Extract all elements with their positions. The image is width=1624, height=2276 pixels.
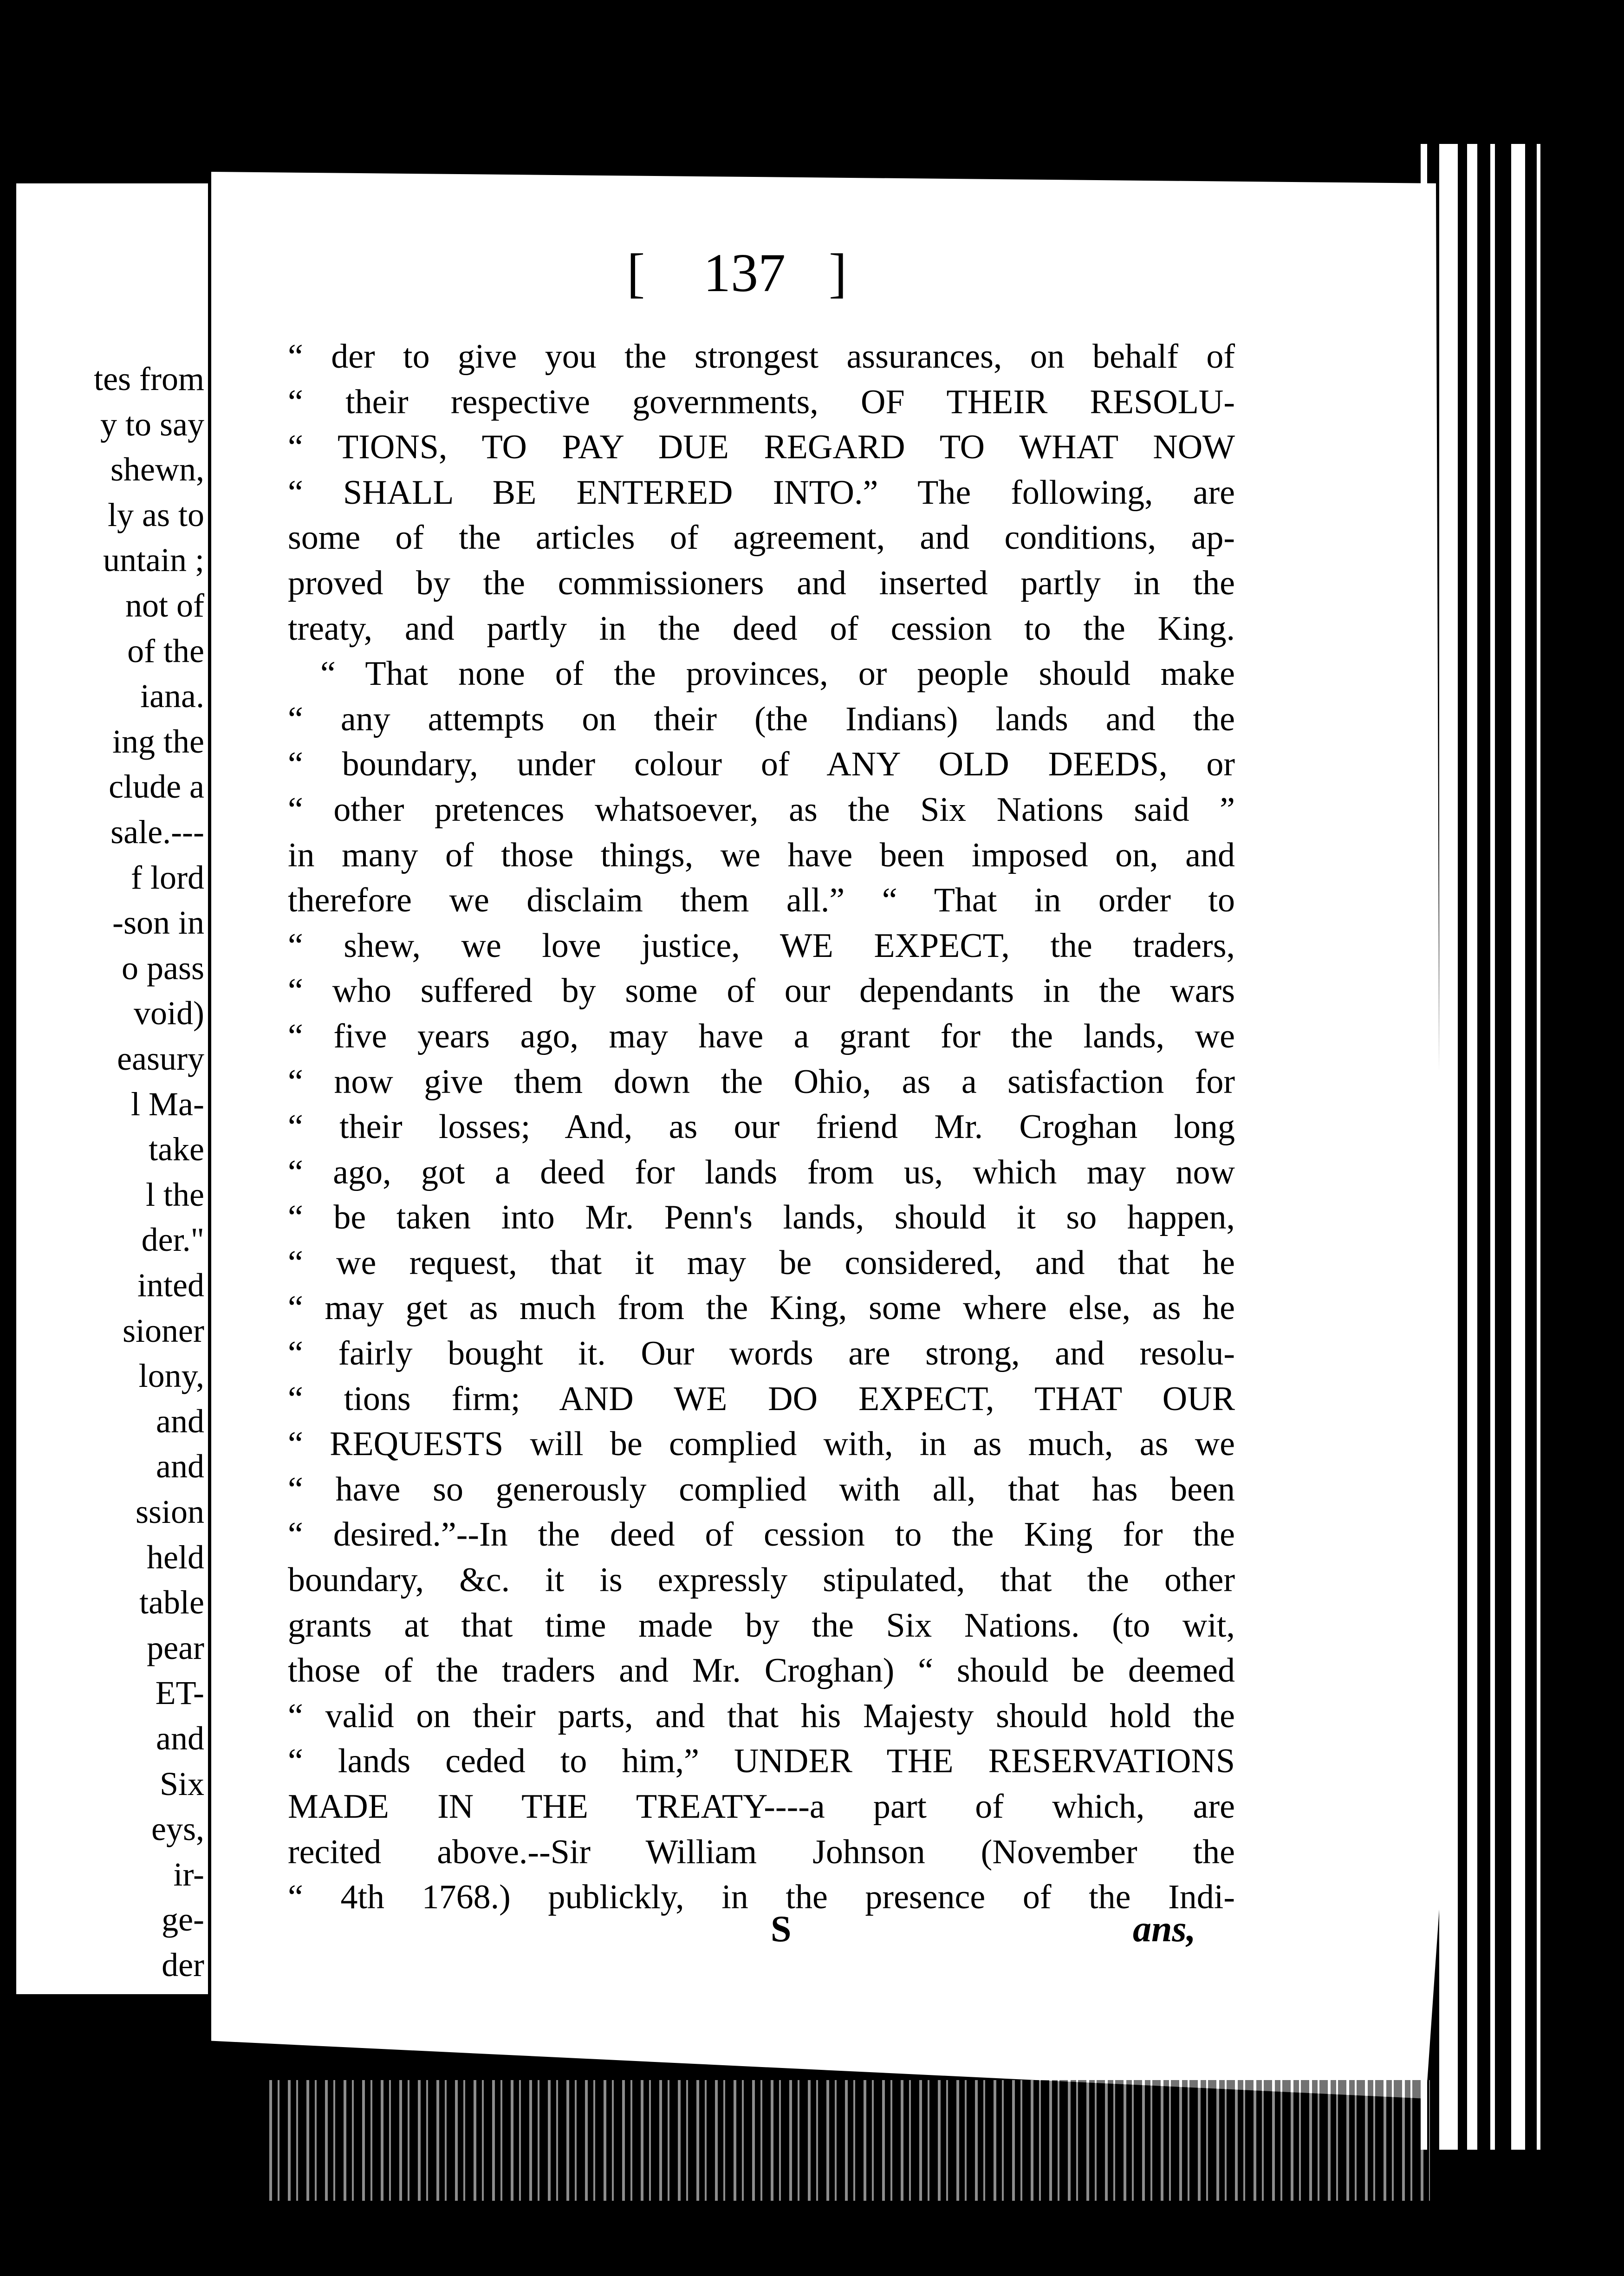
left-page-line: ge- bbox=[162, 1901, 204, 1938]
text-line-content: “ lands ceded to him,” UNDER THE RESERVATIONS bbox=[288, 1742, 1235, 1781]
text-line-content: “ TIONS, TO PAY DUE REGARD TO WHAT NOW bbox=[288, 428, 1235, 467]
left-page-line: ET- bbox=[155, 1674, 204, 1712]
left-page-line: l the bbox=[146, 1176, 204, 1213]
text-line-content: “ REQUESTS will be complied with, in as much, as we bbox=[288, 1425, 1235, 1463]
text-line-content: MADE IN THE TREATY----a part of which, are bbox=[288, 1788, 1235, 1826]
text-line bbox=[288, 1558, 1235, 1603]
left-page-line: pear bbox=[147, 1629, 204, 1666]
text-line-content: therefore we disclaim them all.” “ That in order to bbox=[288, 881, 1235, 920]
body-text bbox=[288, 334, 1235, 1920]
text-line-content: “ their losses; And, as our friend Mr. Croghan long bbox=[288, 1108, 1235, 1146]
text-line bbox=[288, 380, 1235, 425]
text-line-content: “ der to give you the strongest assurances, on behalf of bbox=[288, 338, 1235, 376]
text-line-content: some of the articles of agreement, and conditions, ap- bbox=[288, 519, 1235, 557]
text-line bbox=[288, 1784, 1235, 1830]
text-line bbox=[288, 1512, 1235, 1558]
text-line bbox=[288, 1150, 1235, 1196]
text-line-content: “ SHALL BE ENTERED INTO.” The following, are bbox=[288, 473, 1235, 512]
text-line-content: “ may get as much from the King, some where else, as he bbox=[288, 1289, 1235, 1327]
left-page-line: and bbox=[156, 1448, 204, 1485]
left-page-line: sioner bbox=[123, 1312, 204, 1349]
left-page-line: held bbox=[147, 1538, 204, 1576]
text-line bbox=[288, 425, 1235, 470]
right-page-edge bbox=[1411, 144, 1551, 2150]
left-page-line: Six bbox=[159, 1765, 204, 1802]
text-line bbox=[288, 1739, 1235, 1784]
text-line bbox=[288, 470, 1235, 516]
header-open-bracket: [ bbox=[627, 242, 645, 303]
text-line bbox=[288, 878, 1235, 923]
header-close-bracket: ] bbox=[829, 242, 847, 303]
text-line bbox=[288, 1603, 1235, 1649]
text-line-content: “ their respective governments, OF THEIR RESOLU- bbox=[288, 383, 1235, 421]
text-line-content: “ That none of the provinces, or people should make bbox=[320, 655, 1235, 693]
text-line-content: “ we request, that it may be considered, and that he bbox=[288, 1243, 1235, 1282]
text-line bbox=[288, 1286, 1235, 1331]
text-line bbox=[288, 742, 1235, 787]
text-line bbox=[288, 1875, 1235, 1920]
left-page-line: and bbox=[156, 1720, 204, 1757]
text-line bbox=[288, 1014, 1235, 1060]
text-line bbox=[320, 651, 1235, 697]
text-line bbox=[288, 787, 1235, 833]
text-line-content: “ other pretences whatsoever, as the Six Nations said ” bbox=[288, 790, 1235, 829]
text-line-content: in many of those things, we have been imposed on, and bbox=[288, 836, 1235, 874]
text-line bbox=[288, 1422, 1235, 1467]
left-page-line: clude a bbox=[109, 768, 204, 806]
text-line bbox=[288, 1377, 1235, 1422]
text-line-content: proved by the commissioners and inserted partly in the bbox=[288, 564, 1235, 602]
left-page-line: of the bbox=[127, 632, 204, 670]
left-page-line: untain ; bbox=[103, 541, 204, 579]
text-line bbox=[288, 1467, 1235, 1513]
text-line bbox=[288, 1694, 1235, 1739]
left-page-line: der bbox=[162, 1946, 204, 1983]
text-line-content: grants at that time made by the Six Nations. (to wit, bbox=[288, 1606, 1235, 1645]
left-page-line: sale.--- bbox=[110, 813, 204, 851]
left-page-line: void) bbox=[134, 995, 204, 1032]
text-line bbox=[288, 1648, 1235, 1694]
text-line bbox=[288, 1241, 1235, 1286]
left-page-line: shewn, bbox=[110, 451, 204, 488]
text-line bbox=[288, 334, 1235, 380]
text-line bbox=[288, 1331, 1235, 1377]
left-page-line: easury bbox=[117, 1040, 204, 1077]
left-page-line: tes from bbox=[94, 360, 204, 397]
left-page-line: iana. bbox=[140, 677, 204, 715]
text-line-content: “ desired.”--In the deed of cession to the King for the bbox=[288, 1515, 1235, 1554]
text-line bbox=[288, 697, 1235, 742]
text-line-content: “ ago, got a deed for lands from us, which may now bbox=[288, 1153, 1235, 1191]
text-line-content: “ now give them down the Ohio, as a satisfaction for bbox=[288, 1062, 1235, 1101]
left-page-line: f lord bbox=[131, 858, 204, 896]
signature-mark: S bbox=[771, 1909, 792, 1950]
left-page-line: lony, bbox=[138, 1357, 204, 1395]
left-page-line: take bbox=[149, 1131, 204, 1168]
text-line-content: “ valid on their parts, and that his Majesty should hold the bbox=[288, 1697, 1235, 1735]
text-line-content: recited above.--Sir William Johnson (November the bbox=[288, 1833, 1235, 1871]
left-page-line: ir- bbox=[173, 1855, 204, 1893]
left-page-line: y to say bbox=[100, 405, 204, 443]
text-line-content: “ 4th 1768.) publickly, in the presence of the Indi- bbox=[288, 1878, 1235, 1917]
text-line bbox=[288, 1830, 1235, 1875]
text-line-content: boundary, &c. it is expressly stipulated, that the other bbox=[288, 1561, 1235, 1600]
text-line-content: “ have so generously complied with all, that has been bbox=[288, 1470, 1235, 1509]
left-page-line: and bbox=[156, 1402, 204, 1440]
text-line-content: those of the traders and Mr. Croghan) “ should be deemed bbox=[288, 1652, 1235, 1690]
left-page-line: -son in bbox=[112, 904, 204, 942]
text-line bbox=[288, 969, 1235, 1014]
bottom-page-noise bbox=[269, 2080, 1430, 2201]
left-page-line: l Ma- bbox=[131, 1085, 204, 1123]
text-line bbox=[288, 606, 1235, 652]
left-page-line: der." bbox=[141, 1221, 204, 1259]
left-page-line: ssion bbox=[135, 1493, 204, 1530]
text-line bbox=[288, 1195, 1235, 1241]
left-page-line: inted bbox=[137, 1267, 204, 1304]
left-page-line: ing the bbox=[112, 722, 204, 760]
text-line bbox=[288, 515, 1235, 561]
text-line-content: “ who suffered by some of our dependants in the wars bbox=[288, 972, 1235, 1010]
text-line-content: “ tions firm; AND WE DO EXPECT, THAT OUR bbox=[288, 1379, 1235, 1418]
text-line-content: “ five years ago, may have a grant for the lands, we bbox=[288, 1017, 1235, 1055]
catchword: ans, bbox=[1133, 1909, 1196, 1950]
left-page-line: table bbox=[139, 1584, 204, 1621]
text-line-content: “ be taken into Mr. Penn's lands, should it so happen, bbox=[288, 1198, 1235, 1237]
left-page-line: eys, bbox=[151, 1810, 204, 1848]
text-line-content: “ fairly bought it. Our words are strong, and resolu- bbox=[288, 1334, 1235, 1373]
page-header bbox=[617, 241, 877, 311]
left-page-line: o pass bbox=[122, 949, 204, 987]
text-line bbox=[288, 1060, 1235, 1105]
text-line-content: “ any attempts on their (the Indians) lands and the bbox=[288, 700, 1235, 738]
left-page-line: not of bbox=[125, 587, 204, 624]
left-page-line: ly as to bbox=[108, 496, 204, 533]
text-line bbox=[288, 923, 1235, 969]
text-line-content: “ shew, we love justice, WE EXPECT, the traders, bbox=[288, 926, 1235, 965]
text-line bbox=[288, 1105, 1235, 1150]
text-line bbox=[288, 561, 1235, 606]
text-line-content: “ boundary, under colour of ANY OLD DEEDS, or bbox=[288, 745, 1235, 784]
page-number: 137 bbox=[703, 242, 786, 303]
text-line-content: treaty, and partly in the deed of cession to the King. bbox=[288, 609, 1235, 648]
text-line bbox=[288, 833, 1235, 878]
